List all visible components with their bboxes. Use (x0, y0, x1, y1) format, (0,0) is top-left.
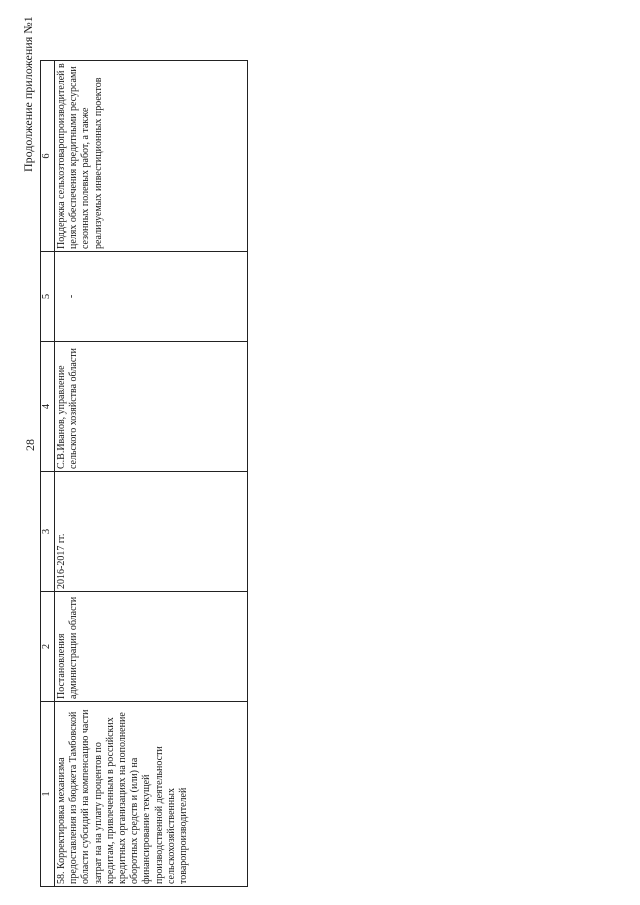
funding-value: - (66, 294, 77, 299)
document-cell: Постановления администрации области (55, 592, 248, 702)
period-cell: 2016-2017 гг. (55, 472, 248, 592)
column-number-row (41, 61, 55, 887)
annex-caption: Продолжение приложения №1 (21, 16, 35, 172)
column-number-6: 6 (41, 61, 55, 252)
column-number-3: 3 (41, 472, 55, 592)
column-number-5: 5 (41, 252, 55, 342)
column-number-1: 1 (41, 702, 55, 887)
measure-cell: 58. Корректировка механизма предоставления из бюджета Тамбовской области субсидий на компенсацию части затрат на на уплату процентов по кредитам, привлеченным в российских кредитных организациях на пополнение оборотных средств и (или) на финансирование текущей производственной деятельности сельскохозяйственных товаропроизводителей (55, 702, 248, 887)
executor-cell: С.В.Иванов, управление сельского хозяйства области (55, 342, 248, 472)
funding-cell (55, 252, 248, 342)
page-number: 28 (23, 439, 37, 451)
result-cell: Поддержка сельхозтоваропроизводителей в целях обеспечения кредитными ресурсами сезонных полевых работ, а также реализуемых инвестиционных проектов (55, 61, 248, 252)
table-row (55, 61, 248, 887)
column-number-4: 4 (41, 342, 55, 472)
measures-table (40, 60, 248, 887)
column-number-2: 2 (41, 592, 55, 702)
